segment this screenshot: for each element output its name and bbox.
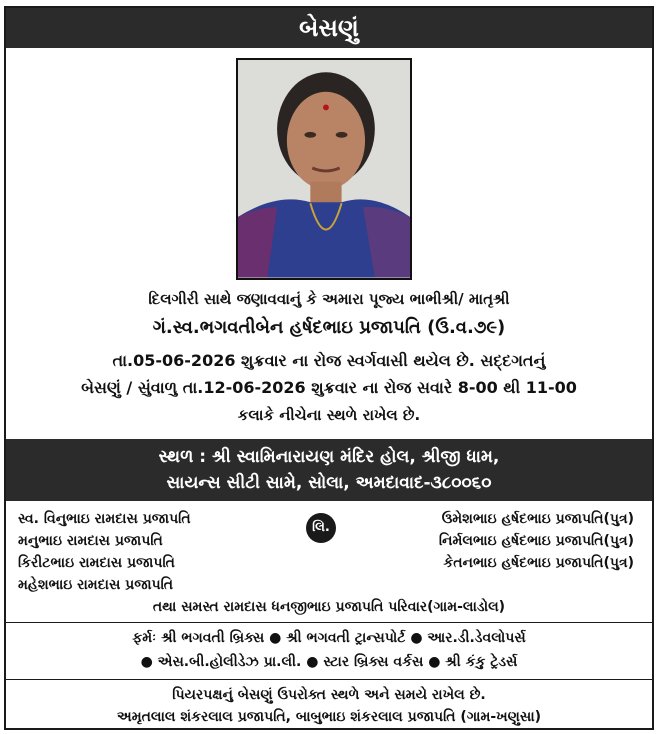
deceased-name: ગં.સ્વ.ભગવતીબેન હર્ષદભાઇ પ્રજાપતિ (ઉ.વ.૭૯) (152, 317, 506, 338)
mourner-name: મનુભાઇ રામદાસ પ્રજાપતિ (18, 533, 163, 549)
mourner-name: નિર્મલભાઇ હર્ષદભાઇ પ્રજાપતિ(પુત્ર) (438, 533, 634, 549)
portrait-photo (236, 58, 412, 280)
mourner-name: સ્વ. વિનુભાઇ રામદાસ પ્રજાપતિ (18, 511, 191, 527)
pier-line-2: અમૃતલાલ શંકરલાલ પ્રજાપતિ, બાબુભાઇ શંકરલાલ પ્રજાપતિ (ગામ-ખણુસા) (116, 709, 542, 725)
family-line: તથા સમસ્ત રામદાસ ધનજીભાઇ પ્રજાપતિ પરિવાર(ગામ-લાડોલ) (152, 599, 506, 615)
divider (6, 679, 652, 680)
li-badge: લિ. (306, 513, 336, 543)
besanu-line: બેસણું / સુંવાળુ તા.12-06-2026 શુક્રવાર ના રોજ સવારે 8-00 થી 11-00 (81, 378, 577, 397)
mourners-right (439, 508, 634, 574)
mourner-name: મહેશભાઇ રામદાસ પ્રજાપતિ (18, 577, 174, 593)
notice-title: બેસણું (6, 8, 652, 48)
passing-line: તા.05-06-2026 શુક્રવાર ના રોજ સ્વર્ગવાસી થયેલ છે. સદ્દગતનું (112, 351, 546, 370)
pier-line-1: પિયરપક્ષનું બેસણું ઉપરોક્ત સ્થળે અને સમયે રાખેલ છે. (172, 687, 486, 703)
mourner-name: કિરીટભાઇ રામદાસ પ્રજાપતિ (18, 555, 175, 571)
mourner-name: કેતનભાઇ હર્ષદભાઇ પ્રજાપતિ(પુત્ર) (443, 555, 634, 571)
venue-line-2: સાયન્સ સીટી સામે, સોલા, અમદાવાદ-૩૮૦૦૬૦ (166, 473, 492, 493)
venue-block (6, 439, 652, 501)
firms-line-1: ફર્મઃ શ્રી ભગવતી બ્રિક્સ ● શ્રી ભગવતી ટ્રાન્સપોર્ટ ● આર.ડી.ડેવલોપર્સ (132, 630, 526, 646)
intro-line: દિલગીરી સાથે જણાવવાનું કે અમારા પૂજ્ય ભાભીશ્રી/ માતૃશ્રી (148, 290, 510, 308)
divider (6, 622, 652, 623)
time-line: કલાકે નીચેના સ્થળે રાખેલ છે. (237, 406, 421, 424)
portrait-illustration (238, 60, 410, 278)
mourner-name: ઉમેશભાઇ હર્ષદભાઇ પ્રજાપતિ(પુત્ર) (441, 511, 634, 527)
obituary-notice (4, 6, 654, 730)
mourners-left (18, 508, 191, 596)
venue-line-1: સ્થળ : શ્રી સ્વામિનારાયણ મંદિર હોલ, શ્રીજી ધામ, (158, 447, 500, 467)
firms-line-2: ● એસ.બી.હોલીડેઝ પ્રા.લી. ● સ્ટાર બ્રિક્સ વર્કસ ● શ્રી કંકુ ટ્રેડર્સ (140, 654, 518, 670)
